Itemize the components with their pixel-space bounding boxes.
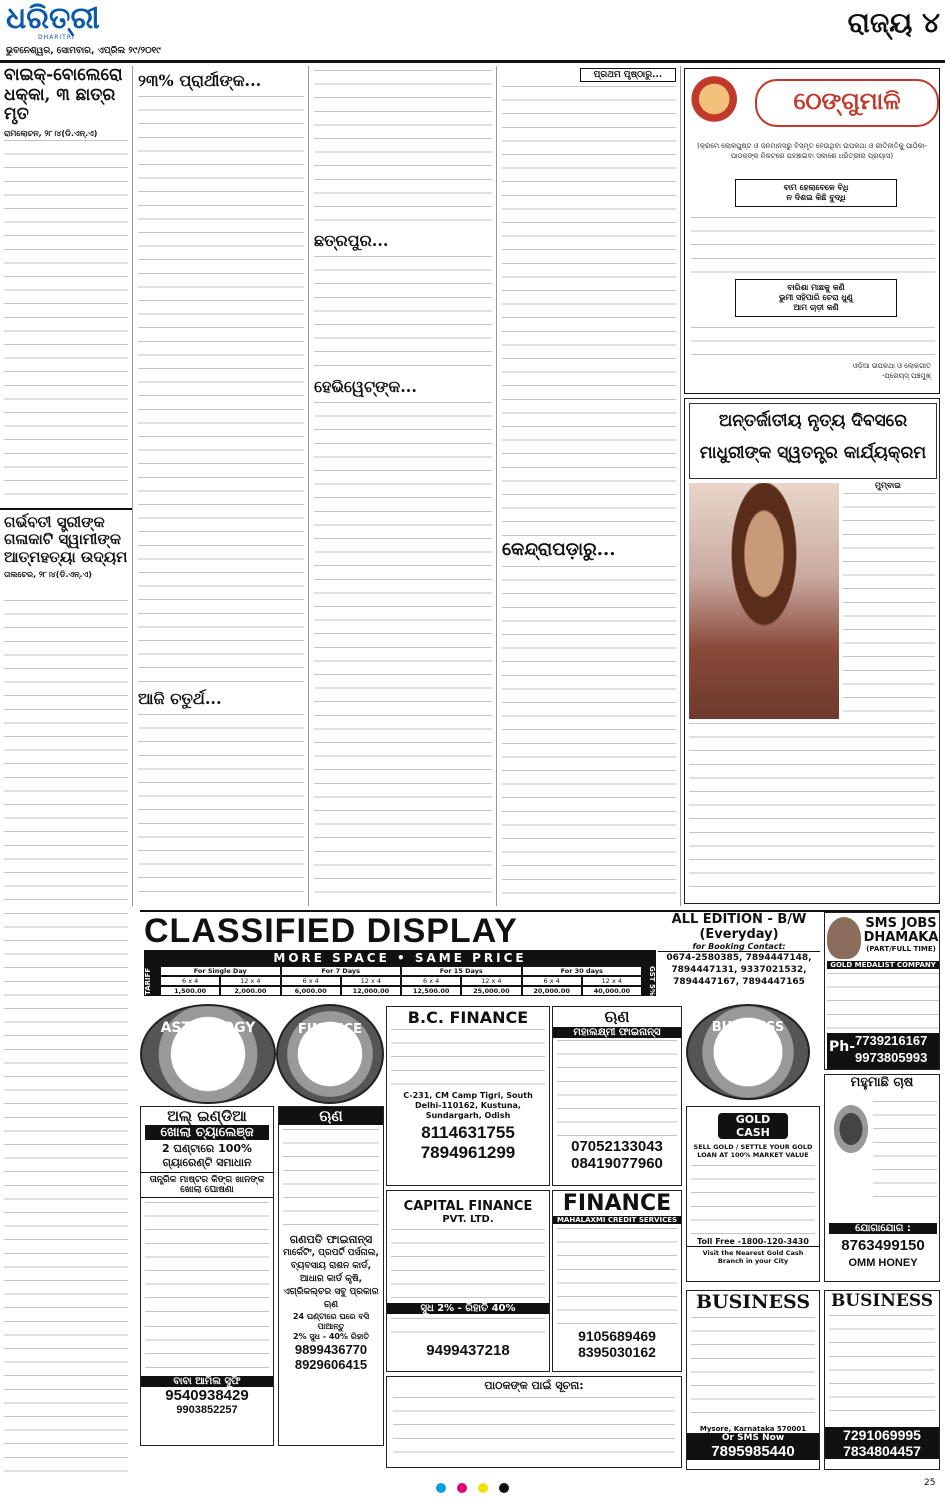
ad-gold-cash — [686, 1106, 820, 1282]
cartoon-signature: ଓଡ଼ିଆ ଉପକଥା ଓ ଲୋକଗୀତ -ପ୍ରେୟସ୍ ପଞ୍ଚମୁଖ୍ — [852, 362, 931, 380]
tariff-grid — [160, 966, 642, 996]
story-dateline: ତାଲଚେର, ୨୮।୪(ଡି.ଏନ୍‌.ଏ) — [4, 569, 92, 579]
cartoon-caption: (କ୍ରମେ ଲୋକପୁଷ୍ଟ ଓ ଜନମାନସରୁ ବିସ୍ମୃତ ହେଉଥିବା ଉପକଥା ଓ ରୀତିନୀତିକୁ ପାଠିକା-ପାଠକଙ୍କ ନିକଟରେ ପହଞ୍ଚାଇବା ସକାଶେ ଧରିତ୍ରୀର ପ୍ରୟାସ) — [697, 142, 927, 160]
capital-text — [391, 1229, 545, 1299]
tariff-size: 12 x 4 — [341, 976, 401, 986]
feature-headline-line1: ଅନ୍ତର୍ଜାତୀୟ ନୃତ୍ୟ ଦିବସରେ — [718, 411, 908, 431]
booking-label: for Booking Contact: — [658, 942, 820, 952]
kholaa-title: ଖୋଲା ଚ୍ୟାଲେଞ୍ଜ — [145, 1125, 269, 1140]
feature-headline-line2: ମାଧୁରୀଙ୍କ ସ୍ୱତନ୍ତ୍ର କାର୍ଯ୍ୟକ୍ରମ — [699, 443, 927, 463]
tariff-label: TARIFF — [144, 966, 160, 996]
registration-dot — [478, 1483, 488, 1493]
story-headline: ୨୩% ପ୍ରାର୍ଥୀଙ୍କ... — [138, 71, 262, 90]
story-separator — [0, 508, 132, 510]
ad-sms-jobs — [824, 912, 940, 1070]
business-badge — [686, 1004, 810, 1100]
tariff-size: 12 x 4 — [220, 976, 280, 986]
business3-text — [829, 1315, 935, 1423]
story-body-text — [502, 86, 676, 536]
ganapati-hours: 24 ଘଣ୍ଟାରେ ଘରେ ବସି ପାଆନ୍ତୁ — [292, 1312, 370, 1331]
honey-phone: 8763499150 — [841, 1237, 925, 1254]
ad-capital-finance — [386, 1190, 550, 1372]
ad-mahalaxmi — [552, 1190, 682, 1372]
runa-text — [557, 1040, 677, 1136]
story-headline: ଗର୍ଭବତୀ ସ୍ତ୍ରୀଙ୍କ ଗଳାକାଟି ସ୍ୱାମୀଙ୍କ ଆତ୍ମହତ୍ୟା ଉଦ୍ୟମ — [4, 513, 128, 566]
all-india-text — [145, 1326, 269, 1372]
sms-jobs-text — [827, 973, 939, 1033]
capital-phone: 9499437218 — [426, 1342, 510, 1359]
continued-tag: ପ୍ରଥମ ପୃଷ୍ଠାରୁ... — [580, 68, 676, 82]
story-body-text — [502, 566, 676, 904]
runa-sub: ମହାଲକ୍ଷ୍ମୀ ଫାଇନାନ୍ସ — [553, 1027, 681, 1038]
tariff-period: For Single Day — [160, 966, 281, 976]
story-body-text — [314, 402, 492, 904]
gold-cash-title: GOLD CASH — [718, 1113, 788, 1139]
tariff-price: 1,500.00 — [160, 986, 220, 996]
story-dateline: ରାମଲୋଚନ, ୨୮।୪(ଡି.ଏନ୍‌.ଏ) — [4, 128, 98, 138]
section-title: ରାଜ୍ୟ ୪ — [847, 6, 940, 39]
mahalaxmi-sub: MAHALAXMI CREDIT SERVICES — [553, 1216, 681, 1224]
tariff-table — [144, 966, 656, 996]
business2-sms: Or SMS Now — [687, 1433, 819, 1443]
story-body-text — [314, 70, 492, 230]
finance-badge — [276, 1004, 384, 1104]
registration-dot — [436, 1483, 446, 1493]
tariff-size: 6 x 4 — [401, 976, 461, 986]
story-headline: ବାଇକ୍‌-ବୋଲେରୋ ଧକ୍କା, ୩ ଛାତ୍ର ମୃତ — [4, 65, 123, 125]
tariff-period: For 15 Days — [401, 966, 522, 976]
cartoon-text — [691, 217, 935, 275]
story-body-text — [4, 600, 128, 1480]
tariff-size: 6 x 4 — [160, 976, 220, 986]
woman-photo — [827, 917, 861, 959]
astrology-badge — [140, 1004, 276, 1104]
gold-cash-body — [691, 1165, 815, 1235]
feature-body-text — [689, 723, 935, 899]
madhuri-photo — [689, 483, 839, 719]
reader-notice — [386, 1376, 682, 1468]
ad-ganapati — [278, 1106, 384, 1446]
business3-phone: 7834804457 — [825, 1443, 939, 1459]
everyday-label: (Everyday) — [699, 927, 779, 942]
column-rule — [308, 66, 309, 906]
ad-all-india — [140, 1106, 274, 1446]
bee-icon — [831, 1101, 871, 1157]
registration-dot — [457, 1483, 467, 1493]
classified-title: CLASSIFIED DISPLAY — [144, 912, 518, 950]
story-body-text — [314, 256, 492, 372]
story-pregnant-wife — [4, 514, 128, 580]
capital-interest: ସୁଧ 2% - ରିହାତି 40% — [387, 1303, 549, 1314]
capital-pvt: PVT. LTD. — [442, 1214, 494, 1225]
baba-phone: 9540938429 — [165, 1387, 249, 1404]
gst-label: GST 5% — [642, 966, 656, 996]
feature-body-text — [843, 493, 935, 719]
honey-title: ମହୁମାଛି ଚାଷ — [850, 1075, 914, 1090]
ganapati-phone: 8929606415 — [294, 1357, 368, 1372]
registration-dot — [499, 1483, 509, 1493]
classified-subtitle: MORE SPACE • SAME PRICE — [144, 950, 656, 966]
edition-label: ALL EDITION - B/W — [671, 912, 807, 927]
all-india-text — [145, 1202, 269, 1322]
cartoon-verse: ବାରିଶା ମାଛକୁ କଣି ଭୁମୀ ସହିପାରି ଚେରା ଧୁଣୁ ଆମ ଚାଡ଼ୀ କଣି — [735, 279, 897, 317]
booking-phone: 0674-2580385, 7894447148, — [666, 953, 812, 963]
capital-text — [391, 1318, 545, 1338]
sms-jobs-phone: 7739216167 — [855, 1033, 928, 1048]
runa-phone: 07052133043 — [571, 1138, 663, 1155]
business-title: BUSINESS — [711, 1020, 785, 1035]
tariff-price-row — [160, 986, 642, 996]
sms-jobs-phone: 9973805993 — [855, 1050, 928, 1065]
cartoon-verse: ବାମ ହେଲାବେଳେ ବିଧି ନ ଦିଶଇ କିଛି ବୁଦ୍ଧି — [735, 179, 897, 207]
runa2-title: ଋଣ — [279, 1107, 383, 1125]
ganapati-sub: ମାର୍କେଟିଂ, ପ୍ରପର୍ଟି ପର୍ସନାଲ, ବ୍ୟବସାୟ ରାଶନ କାର୍ଡ, ଆଧାର କାର୍ଡ କୃଷି, ଏଗ୍ରିକଲ୍ଚର ସବୁ ପ୍ରକାର ଋଣ — [283, 1248, 379, 1310]
booking-phone: 7894447167, 7894447165 — [673, 977, 805, 987]
tariff-price: 6,000.00 — [281, 986, 341, 996]
column-rule — [680, 66, 681, 906]
runa-phone: 08419077960 — [571, 1155, 663, 1172]
tariff-size: 12 x 4 — [461, 976, 521, 986]
reader-notice-title: ପାଠକଙ୍କ ପାଇଁ ସୂଚନା: — [484, 1379, 584, 1392]
mahalaxmi-phone: 8395030162 — [578, 1344, 656, 1360]
tantrik-text: ତାନ୍ତ୍ରିକ ମାଷ୍ଟର କିଙ୍ଗ ଖାନଙ୍କ ଖୋଲା ଘୋଷଣା — [141, 1172, 273, 1198]
ganapati-title: ଗଣପତି ଫାଇନାନ୍ସ — [289, 1233, 373, 1246]
masthead-rule — [0, 60, 945, 63]
mahalaxmi-phone: 9105689469 — [578, 1328, 656, 1344]
column-rule — [132, 66, 133, 906]
business2-phone: 7895985440 — [687, 1443, 819, 1460]
mahalaxmi-text — [557, 1228, 677, 1324]
tariff-price: 12,500.00 — [401, 986, 461, 996]
bc-finance-phone: 8114631755 — [421, 1123, 515, 1142]
story-body-text — [4, 140, 128, 502]
tariff-size-row — [160, 976, 642, 986]
cartoon-text — [691, 327, 935, 361]
feature-madhuri — [684, 398, 940, 904]
story-body-text — [138, 714, 304, 904]
bc-finance-phone: 7894961299 — [420, 1143, 516, 1162]
story-headline: ଆଜି ଚତୁର୍ଥ... — [138, 689, 222, 708]
feature-dateline: ମୁମ୍ବାଇ — [875, 481, 901, 490]
bc-finance-text — [391, 1029, 545, 1089]
story-headline: ଛତ୍ରପୁର... — [314, 231, 389, 250]
honey-name: OMM HONEY — [848, 1257, 918, 1269]
gold-cash-text: SELL GOLD / SETTLE YOUR GOLD LOAN AT 100% MARKET VALUE — [693, 1143, 813, 1159]
tariff-size: 6 x 4 — [522, 976, 582, 986]
bc-finance-address: C-231, CM Camp Tigri, South Delhi-110162, Kustuna, Sundargarh, Odish — [403, 1091, 533, 1120]
story-headline: ହେଭିୱେଟ୍‌ଙ୍କ... — [314, 377, 417, 396]
ad-business-2 — [686, 1290, 820, 1470]
booking-info — [658, 912, 820, 992]
story-bike-accident — [4, 66, 128, 139]
tariff-size: 6 x 4 — [281, 976, 341, 986]
cartoon-box — [684, 68, 940, 394]
logo-subtext: DHARITRI — [38, 34, 75, 41]
column-rule — [496, 66, 497, 906]
business2-addr: Mysore, Karnataka 570001 — [699, 1425, 807, 1433]
honey-contact: ଯୋଗାଯୋଗ : — [829, 1223, 937, 1234]
finance-title: FINANCE — [298, 1022, 362, 1037]
mahalaxmi-title: FINANCE — [562, 1191, 672, 1216]
business3-title: BUSINESS — [830, 1291, 934, 1311]
booking-phone: 7894447131, 9337021532, — [671, 965, 807, 975]
sms-jobs-title: SMS JOBS — [865, 916, 937, 931]
sms-jobs-company: GOLD MEDALIST COMPANY — [827, 961, 939, 969]
phone-prefix: Ph- — [829, 1039, 856, 1055]
bc-finance-title: B.C. FINANCE — [407, 1008, 529, 1027]
tariff-price: 2,000.00 — [220, 986, 280, 996]
business2-text — [691, 1317, 815, 1421]
newspaper-logo — [6, 1, 116, 44]
reader-notice-text — [393, 1397, 675, 1461]
capital-title: CAPITAL FINANCE — [403, 1199, 533, 1214]
tariff-price: 20,000.00 — [522, 986, 582, 996]
ganapati-interest: 2% ସୁଧ - 40% ରିହାତି — [292, 1332, 370, 1341]
tariff-period-row — [160, 966, 642, 976]
gold-tollfree: Toll Free -1800-120-3430 — [697, 1237, 809, 1246]
business2-title: BUSINESS — [695, 1291, 811, 1313]
sms-jobs-part: (PART/FULL TIME) — [866, 945, 936, 953]
tariff-price: 25,000.00 — [461, 986, 521, 996]
tariff-size: 12 x 4 — [582, 976, 642, 986]
baba-name: ବାବା ଆମିଲ ସୁଫି — [141, 1376, 273, 1387]
sms-jobs-phone-block — [827, 1033, 939, 1069]
print-color-strip — [0, 1478, 945, 1496]
all-india-title: ଅଲ୍ ଇଣ୍ଡିଆ — [167, 1107, 247, 1125]
dateline: ଭୁବନେଶ୍ୱର, ସୋମବାର, ଏପ୍ରିଲ ୨୯/୨୦୧୯ — [6, 46, 161, 56]
logo-text: ଧରିତ୍ରୀ — [6, 1, 100, 36]
feature-headline — [689, 403, 937, 479]
classified-header — [144, 912, 656, 996]
tariff-period: For 30 days — [522, 966, 643, 976]
guarantee-text: 2 ଘଣ୍ଟାରେ 100% ଗ୍ୟାରେଣ୍ଟି ସମାଧାନ — [161, 1142, 253, 1169]
ganapati-text — [283, 1129, 379, 1229]
sms-jobs-sub: DHAMAKA — [863, 930, 939, 945]
cartoon-title: ଠେଙ୍ଗୁମାଳି — [755, 79, 939, 127]
tariff-period: For 7 Days — [281, 966, 402, 976]
cartoon-illustration — [691, 75, 749, 135]
ad-runa-mahalakshmi — [552, 1006, 682, 1186]
ganapati-phone: 9899436770 — [294, 1342, 368, 1357]
astrology-title: ASTROLOGY — [160, 1020, 256, 1036]
ad-business-3 — [824, 1290, 940, 1470]
runa-title: ଋଣ — [604, 1007, 630, 1026]
page-number: 25 — [924, 1478, 936, 1488]
story-body-text — [138, 96, 304, 684]
ad-honey — [824, 1074, 940, 1282]
tariff-price: 12,000.00 — [341, 986, 401, 996]
baba-phone: 9903852257 — [176, 1404, 238, 1416]
gold-visit: Visit the Nearest Gold Cash Branch in your City — [687, 1246, 819, 1267]
honey-text — [873, 1101, 937, 1201]
tariff-price: 40,000.00 — [582, 986, 642, 996]
ad-bc-finance — [386, 1006, 550, 1186]
story-headline: କେନ୍ଦ୍ରାପଡ଼ାରୁ... — [502, 539, 616, 560]
business3-phone: 7291069995 — [825, 1427, 939, 1443]
